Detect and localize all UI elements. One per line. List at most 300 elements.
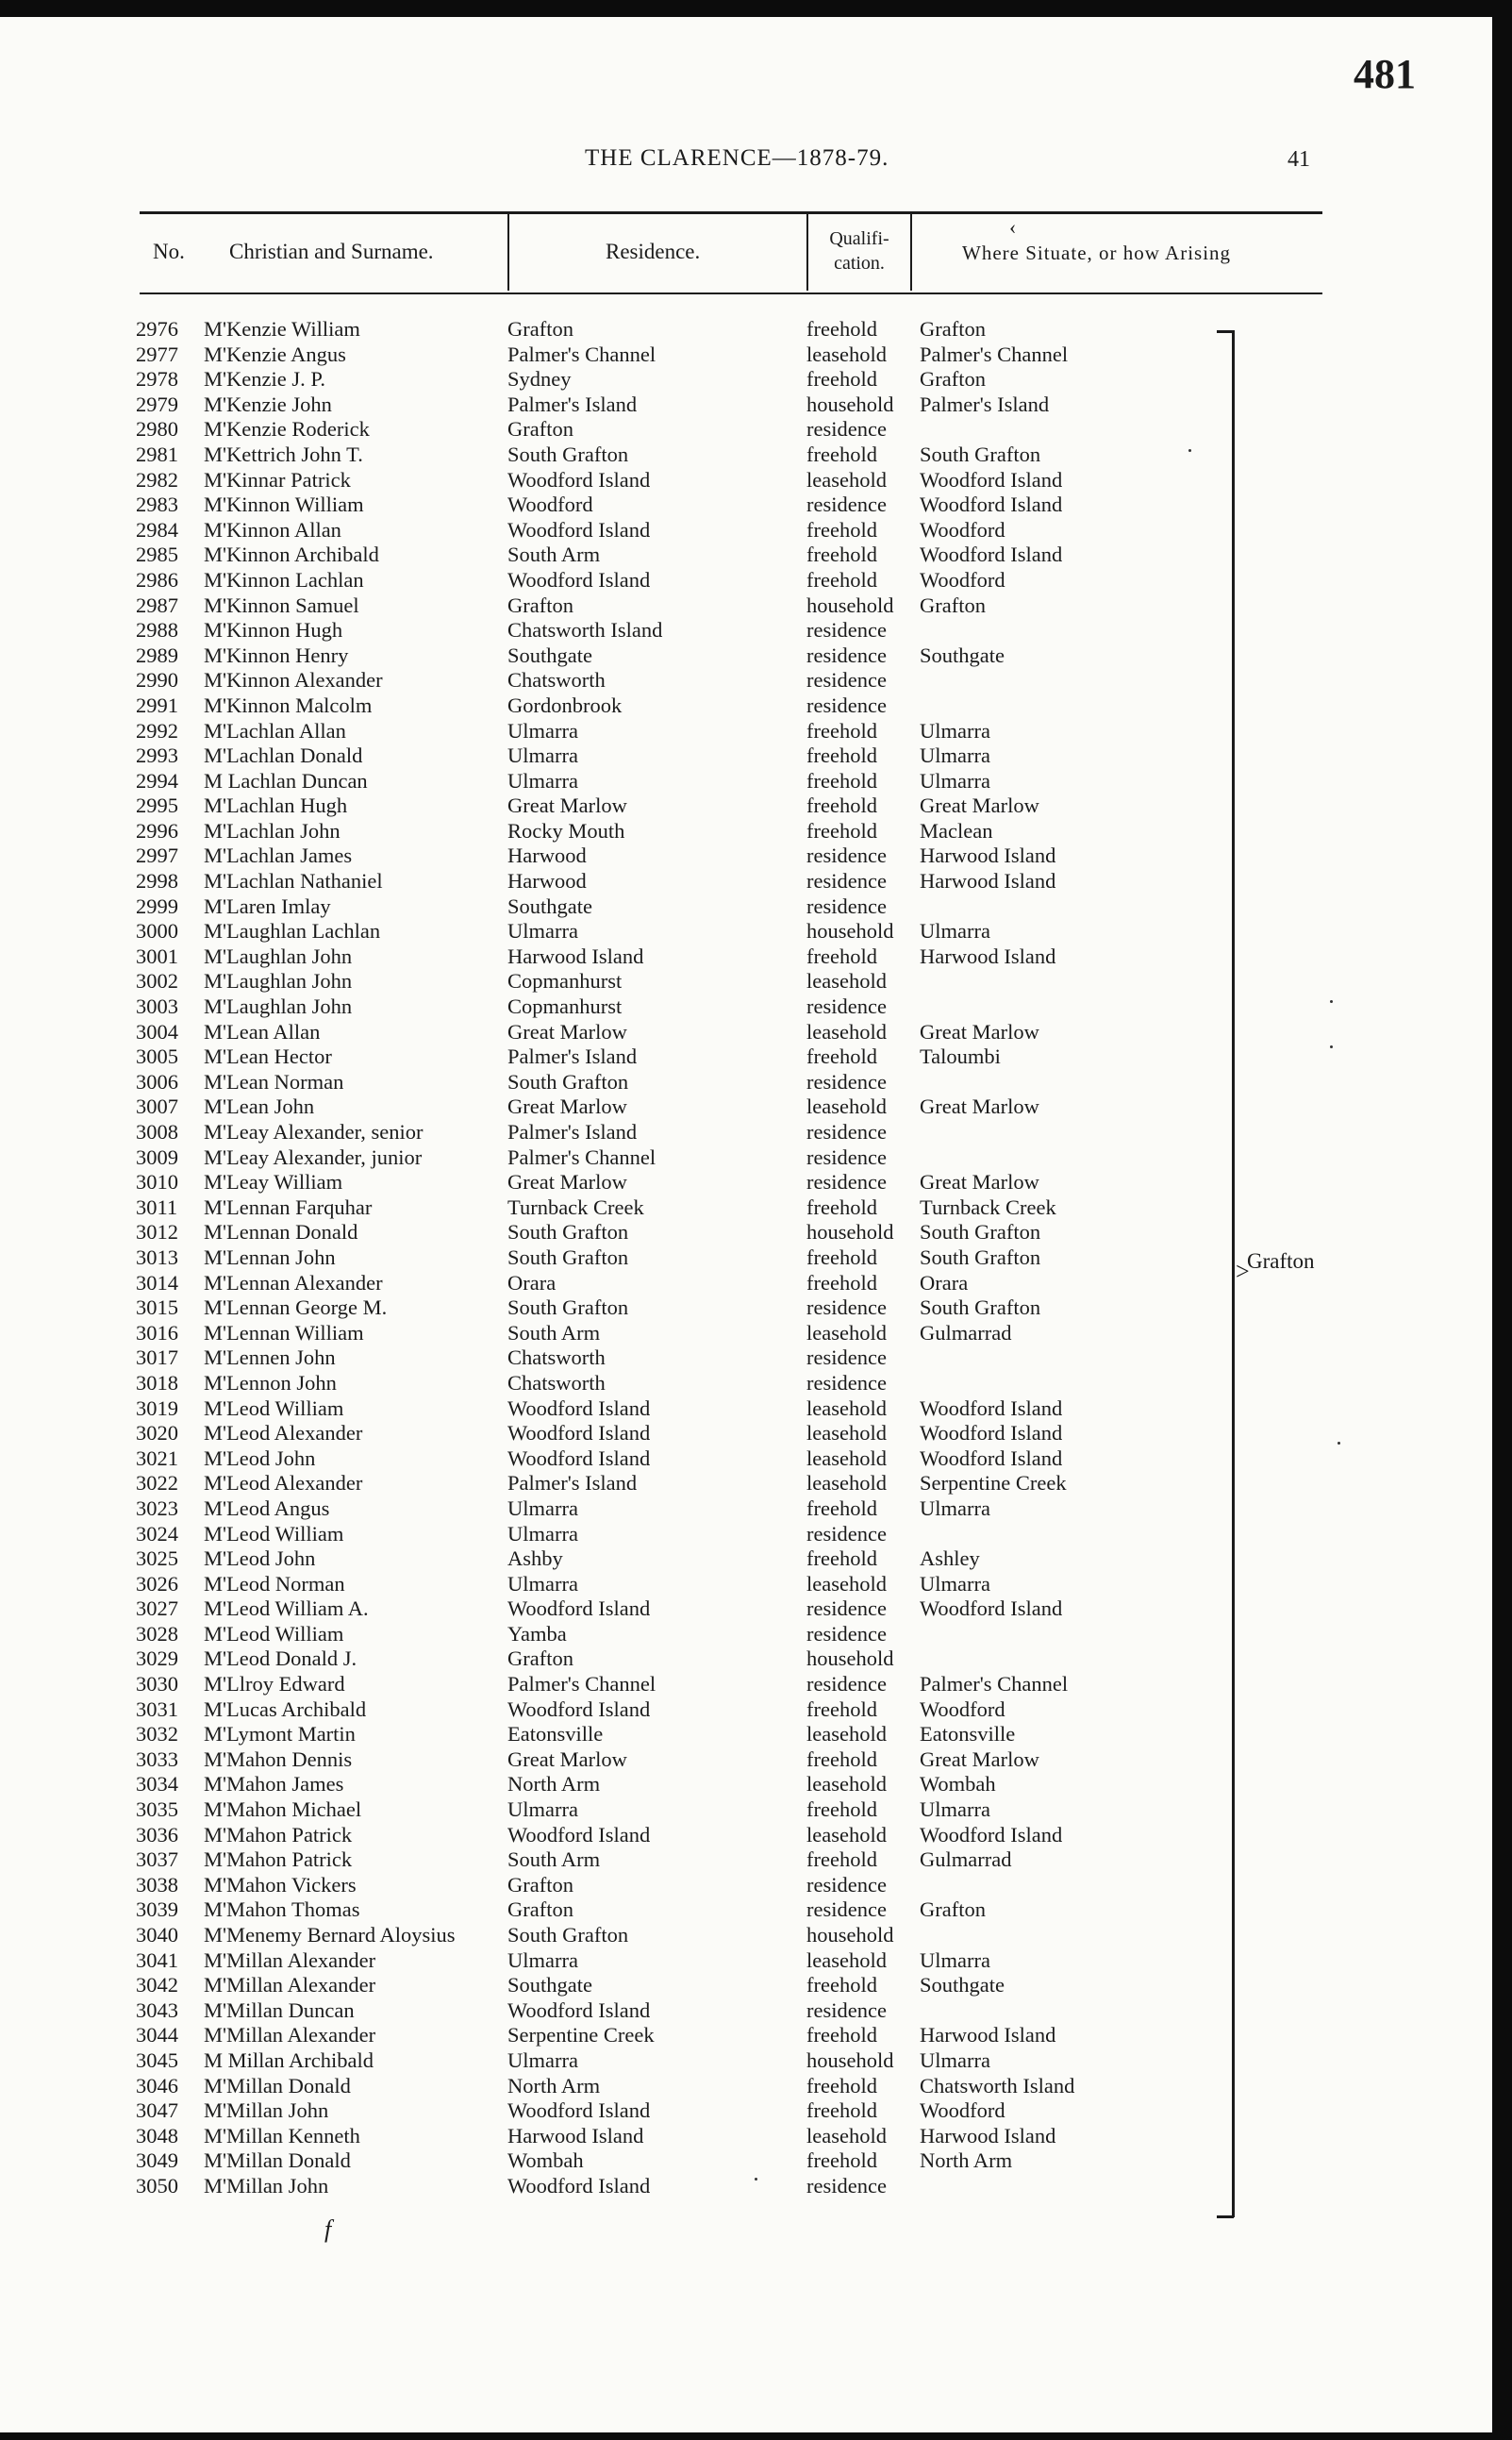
table-row: [0, 1145, 1492, 1171]
entry-number: 2989: [136, 643, 178, 667]
specks: [1188, 449, 1191, 452]
table-row: [0, 1295, 1492, 1321]
entry-qualification: residence: [806, 1295, 887, 1320]
entry-qualification: residence: [806, 1145, 887, 1169]
entry-residence: Palmer's Island: [507, 1471, 638, 1496]
entry-number: 3029: [136, 1646, 178, 1671]
signature-mark: f: [324, 2215, 332, 2243]
entry-number: 3041: [136, 1947, 178, 1972]
entry-qualification: leasehold: [806, 1722, 887, 1746]
page-number: 481: [1354, 51, 1416, 97]
entry-residence: Ulmarra: [507, 1797, 578, 1822]
entry-where-situate: Southgate: [920, 643, 1005, 667]
entry-number: 3010: [136, 1170, 178, 1195]
entry-number: 3013: [136, 1245, 178, 1269]
entry-residence: Yamba: [507, 1621, 567, 1646]
entry-residence: Woodford Island: [507, 467, 651, 492]
specks: [1338, 1442, 1340, 1445]
entry-where-situate: Woodford Island: [920, 493, 1063, 517]
table-row: [0, 1873, 1492, 1898]
entry-where-situate: Palmer's Island: [920, 392, 1050, 416]
entry-name: M'Kinnon Alexander: [204, 668, 383, 693]
entry-qualification: household: [806, 2047, 894, 2072]
entry-name: M'Leod William: [204, 1621, 344, 1646]
entry-qualification: freehold: [806, 794, 877, 818]
entry-residence: Great Marlow: [507, 1019, 627, 1044]
entry-qualification: residence: [806, 1370, 887, 1395]
entry-name: M'Leod Alexander: [204, 1421, 363, 1446]
table-row: [0, 719, 1492, 744]
entry-number: 2997: [136, 844, 178, 868]
entry-name: M Millan Archibald: [204, 2047, 374, 2072]
entry-number: 2983: [136, 493, 178, 517]
entry-residence: South Grafton: [507, 442, 629, 466]
entry-name: M'Lennan John: [204, 1245, 336, 1269]
entry-residence: Ulmarra: [507, 744, 578, 768]
entry-name: M'Mahon Vickers: [204, 1872, 357, 1897]
entry-residence: Southgate: [507, 894, 592, 918]
table-row: [0, 1020, 1492, 1045]
entry-name: M'Lennon John: [204, 1370, 337, 1395]
table-row: [0, 1672, 1492, 1697]
table-row: [0, 1170, 1492, 1195]
entry-where-situate: Grafton: [920, 367, 986, 392]
entry-name: M'Laughlan Lachlan: [204, 919, 381, 944]
table-row: [0, 1345, 1492, 1371]
entry-residence: Woodford Island: [507, 1822, 651, 1847]
entry-where-situate: Harwood Island: [920, 844, 1056, 868]
entry-number: 2978: [136, 367, 178, 392]
entry-where-situate: Taloumbi: [920, 1045, 1001, 1069]
entry-residence: Chatsworth: [507, 668, 606, 693]
entry-name: M'Millan Alexander: [204, 2023, 376, 2047]
entry-name: M Lachlan Duncan: [204, 768, 368, 793]
entry-qualification: residence: [806, 1897, 887, 1922]
entry-name: M'Kinnon Lachlan: [204, 567, 364, 592]
entry-number: 3008: [136, 1120, 178, 1144]
entry-residence: North Arm: [507, 1772, 601, 1797]
entry-qualification: leasehold: [806, 1772, 887, 1797]
entry-qualification: freehold: [806, 718, 877, 743]
entry-number: 3012: [136, 1220, 178, 1245]
entry-residence: South Arm: [507, 1847, 601, 1872]
table-row: [0, 343, 1492, 368]
entry-qualification: freehold: [806, 1973, 877, 1997]
table-row: [0, 1923, 1492, 1948]
entry-qualification: freehold: [806, 1746, 877, 1771]
entry-number: 3026: [136, 1571, 178, 1596]
brace-bottom-cap: [1217, 2215, 1234, 2218]
entry-qualification: residence: [806, 2173, 887, 2198]
entry-name: M'Lean Allan: [204, 1019, 321, 1044]
entry-residence: Southgate: [507, 643, 592, 667]
entry-qualification: residence: [806, 869, 887, 894]
entry-where-situate: Grafton: [920, 317, 986, 341]
table-row: [0, 844, 1492, 869]
table-row: [0, 1622, 1492, 1647]
entry-number: 2992: [136, 718, 178, 743]
entry-residence: Sydney: [507, 367, 572, 392]
table-row: [0, 1421, 1492, 1446]
entry-name: M'Kenzie Roderick: [204, 417, 370, 442]
entry-number: 3040: [136, 1923, 178, 1947]
entry-residence: Gordonbrook: [507, 693, 623, 717]
entry-qualification: residence: [806, 1170, 887, 1195]
entry-qualification: residence: [806, 493, 887, 517]
entry-qualification: freehold: [806, 944, 877, 968]
table-row: [0, 1220, 1492, 1245]
entry-residence: Ulmarra: [507, 768, 578, 793]
brace-label: Grafton: [1247, 1249, 1315, 1273]
entry-number: 3045: [136, 2047, 178, 2072]
entry-residence: Chatsworth Island: [507, 618, 663, 643]
table-row: [0, 994, 1492, 1020]
entry-number: 3038: [136, 1872, 178, 1897]
entry-name: M'Lachlan Allan: [204, 718, 346, 743]
entry-number: 3048: [136, 2123, 178, 2148]
entry-qualification: leasehold: [806, 1446, 887, 1470]
entry-name: M'Leod Alexander: [204, 1471, 363, 1496]
entry-residence: Grafton: [507, 1646, 573, 1671]
table-row: [0, 1446, 1492, 1472]
entry-residence: Orara: [507, 1270, 557, 1295]
entry-name: M'Millan Donald: [204, 2148, 351, 2173]
table-row: [0, 1120, 1492, 1145]
entry-residence: Woodford Island: [507, 1421, 651, 1446]
entry-qualification: freehold: [806, 1496, 877, 1520]
entry-name: M'Leod Angus: [204, 1496, 330, 1520]
entry-qualification: household: [806, 1220, 894, 1245]
entry-qualification: residence: [806, 894, 887, 918]
entry-qualification: freehold: [806, 2098, 877, 2123]
entry-residence: Southgate: [507, 1973, 592, 1997]
entry-name: M'Millan John: [204, 2173, 329, 2198]
entry-residence: South Grafton: [507, 1295, 629, 1320]
entry-number: 2977: [136, 342, 178, 366]
entry-where-situate: Woodford: [920, 2098, 1005, 2123]
table-row: [0, 618, 1492, 643]
entry-name: M'Mahon Thomas: [204, 1897, 360, 1922]
entry-name: M'Lachlan Hugh: [204, 794, 348, 818]
entry-name: M'Laughlan John: [204, 994, 353, 1019]
entry-number: 3047: [136, 2098, 178, 2123]
column-divider: [507, 211, 509, 291]
entry-residence: Ulmarra: [507, 919, 578, 944]
entry-qualification: freehold: [806, 2148, 877, 2173]
entry-where-situate: Woodford: [920, 567, 1005, 592]
entry-where-situate: Ulmarra: [920, 1571, 990, 1596]
entry-where-situate: Serpentine Creek: [920, 1471, 1067, 1496]
entry-name: M'Mahon James: [204, 1772, 344, 1797]
entry-number: 2996: [136, 818, 178, 843]
entry-qualification: residence: [806, 668, 887, 693]
entry-name: M'Leod Norman: [204, 1571, 345, 1596]
entry-residence: South Grafton: [507, 1069, 629, 1094]
specks: [1330, 1045, 1333, 1048]
entry-number: 3004: [136, 1019, 178, 1044]
entry-qualification: residence: [806, 618, 887, 643]
entry-name: M'Millan John: [204, 2098, 329, 2123]
entry-number: 2988: [136, 618, 178, 643]
entry-residence: Woodford Island: [507, 1596, 651, 1621]
entry-name: M'Lennan Farquhar: [204, 1195, 373, 1219]
specks: [755, 2178, 757, 2181]
table-row: [0, 367, 1492, 393]
table-row: [0, 317, 1492, 343]
entry-number: 3016: [136, 1320, 178, 1345]
entry-name: M'Mahon Michael: [204, 1797, 362, 1822]
header-bottom-rule: [140, 292, 1322, 294]
entry-qualification: residence: [806, 417, 887, 442]
table-row: [0, 1572, 1492, 1597]
header-qualification-line2: cation.: [834, 253, 885, 274]
table-row: [0, 1797, 1492, 1823]
entry-number: 2980: [136, 417, 178, 442]
entry-name: M'Leod John: [204, 1546, 316, 1571]
entry-qualification: residence: [806, 1521, 887, 1546]
entry-where-situate: Harwood Island: [920, 2023, 1056, 2047]
table-row: [0, 568, 1492, 593]
entry-number: 2979: [136, 392, 178, 416]
table-row: [0, 2098, 1492, 2124]
entry-number: 3036: [136, 1822, 178, 1847]
entry-number: 3007: [136, 1095, 178, 1119]
entry-residence: Great Marlow: [507, 1170, 627, 1195]
entry-number: 3044: [136, 2023, 178, 2047]
entry-qualification: leasehold: [806, 1019, 887, 1044]
entry-residence: Grafton: [507, 417, 573, 442]
entry-number: 2991: [136, 693, 178, 717]
entry-where-situate: Ulmarra: [920, 744, 990, 768]
entry-name: M'Laren Imlay: [204, 894, 331, 918]
table-row: [0, 1396, 1492, 1422]
entry-number: 3011: [136, 1195, 178, 1219]
entry-qualification: leasehold: [806, 1421, 887, 1446]
entry-name: M'Lennan William: [204, 1320, 364, 1345]
entry-residence: Eatonsville: [507, 1722, 604, 1746]
table-row: [0, 643, 1492, 669]
entry-where-situate: North Arm: [920, 2148, 1013, 2173]
entry-qualification: leasehold: [806, 2123, 887, 2148]
entry-qualification: household: [806, 1923, 894, 1947]
specks: [1330, 1000, 1333, 1003]
entry-number: 3037: [136, 1847, 178, 1872]
entry-residence: South Grafton: [507, 1220, 629, 1245]
entry-qualification: freehold: [806, 442, 877, 466]
entry-number: 3002: [136, 969, 178, 994]
table-row: [0, 1371, 1492, 1396]
entry-number: 2987: [136, 593, 178, 617]
entry-residence: Ulmarra: [507, 1947, 578, 1972]
entry-where-situate: Ulmarra: [920, 919, 990, 944]
entry-residence: Harwood: [507, 844, 587, 868]
entry-where-situate: Woodford: [920, 1696, 1005, 1721]
entry-where-situate: Gulmarrad: [920, 1320, 1012, 1345]
entry-qualification: household: [806, 1646, 894, 1671]
entry-residence: Grafton: [507, 1897, 573, 1922]
entry-qualification: freehold: [806, 2073, 877, 2097]
entry-number: 3018: [136, 1370, 178, 1395]
entry-number: 3001: [136, 944, 178, 968]
entry-number: 3021: [136, 1446, 178, 1470]
entry-qualification: leasehold: [806, 342, 887, 366]
entry-where-situate: South Grafton: [920, 1245, 1041, 1269]
table-row: [0, 2023, 1492, 2048]
entry-residence: Woodford Island: [507, 1997, 651, 2022]
entry-name: M'Leod William: [204, 1521, 344, 1546]
folio-number: 41: [1288, 147, 1310, 172]
entry-qualification: leasehold: [806, 1947, 887, 1972]
header-qualification: [809, 226, 909, 276]
entry-name: M'Lachlan Nathaniel: [204, 869, 383, 894]
entry-name: M'Laughlan John: [204, 944, 353, 968]
entry-name: M'Millan Kenneth: [204, 2123, 360, 2148]
entry-name: M'Leay Alexander, junior: [204, 1145, 423, 1169]
entry-where-situate: South Grafton: [920, 1220, 1041, 1245]
table-row: [0, 869, 1492, 894]
table-row: [0, 1271, 1492, 1296]
entry-number: 2994: [136, 768, 178, 793]
entry-where-situate: Great Marlow: [920, 1095, 1039, 1119]
entry-name: M'Laughlan John: [204, 969, 353, 994]
entry-number: 3009: [136, 1145, 178, 1169]
entry-where-situate: Harwood Island: [920, 2123, 1056, 2148]
entry-number: 3042: [136, 1973, 178, 1997]
entry-qualification: freehold: [806, 543, 877, 567]
entry-residence: Chatsworth: [507, 1345, 606, 1370]
entry-residence: Palmer's Channel: [507, 342, 656, 366]
entry-residence: South Grafton: [507, 1923, 629, 1947]
entry-where-situate: Harwood Island: [920, 944, 1056, 968]
entry-qualification: leasehold: [806, 1822, 887, 1847]
header-where: Where Situate, or how Arising: [962, 242, 1232, 264]
entry-name: M'Millan Donald: [204, 2073, 351, 2097]
entry-number: 3034: [136, 1772, 178, 1797]
entry-qualification: residence: [806, 1872, 887, 1897]
table-row: [0, 1697, 1492, 1723]
entry-qualification: leasehold: [806, 1395, 887, 1420]
entry-where-situate: Ulmarra: [920, 768, 990, 793]
header-name: Christian and Surname.: [229, 240, 434, 263]
entry-residence: Ulmarra: [507, 1496, 578, 1520]
table-row: [0, 1973, 1492, 1998]
entry-residence: Harwood: [507, 869, 587, 894]
entry-residence: Woodford: [507, 493, 593, 517]
entry-where-situate: Grafton: [920, 1897, 986, 1922]
entry-number: 3015: [136, 1295, 178, 1320]
entry-qualification: freehold: [806, 1270, 877, 1295]
table-row: [0, 819, 1492, 844]
register-page: [0, 17, 1492, 2432]
entry-qualification: leasehold: [806, 1471, 887, 1496]
entry-where-situate: Gulmarrad: [920, 1847, 1012, 1872]
entry-qualification: leasehold: [806, 1320, 887, 1345]
table-row: [0, 593, 1492, 619]
entry-name: M'Kinnon Malcolm: [204, 693, 373, 717]
entry-qualification: freehold: [806, 1797, 877, 1822]
entry-qualification: freehold: [806, 1546, 877, 1571]
entry-number: 3025: [136, 1546, 178, 1571]
entry-qualification: residence: [806, 844, 887, 868]
entry-name: M'Kenzie William: [204, 317, 360, 341]
table-row: [0, 969, 1492, 994]
entry-number: 2982: [136, 467, 178, 492]
entry-where-situate: Great Marlow: [920, 1170, 1039, 1195]
table-row: [0, 2124, 1492, 2149]
table-row: [0, 2174, 1492, 2199]
table-row: [0, 1546, 1492, 1572]
entry-name: M'Mahon Patrick: [204, 1847, 353, 1872]
entry-name: M'Kettrich John T.: [204, 442, 363, 466]
entry-number: 3024: [136, 1521, 178, 1546]
entry-qualification: household: [806, 919, 894, 944]
entry-number: 2999: [136, 894, 178, 918]
entry-name: M'Mahon Dennis: [204, 1746, 353, 1771]
table-row: [0, 543, 1492, 568]
entry-number: 3005: [136, 1045, 178, 1069]
entry-qualification: residence: [806, 1997, 887, 2022]
entry-name: M'Millan Alexander: [204, 1973, 376, 1997]
entry-residence: Woodford Island: [507, 567, 651, 592]
entry-name: M'Llroy Edward: [204, 1672, 345, 1696]
entry-residence: Palmer's Island: [507, 1045, 638, 1069]
column-divider: [910, 211, 912, 291]
entry-name: M'Leod Donald J.: [204, 1646, 357, 1671]
table-row: [0, 1823, 1492, 1848]
entry-residence: North Arm: [507, 2073, 601, 2097]
entry-number: 3046: [136, 2073, 178, 2097]
header-qualification-line1: Qualifi-: [829, 228, 889, 249]
entry-number: 3030: [136, 1672, 178, 1696]
entry-qualification: leasehold: [806, 969, 887, 994]
entry-number: 3017: [136, 1345, 178, 1370]
table-row: [0, 1747, 1492, 1773]
entry-qualification: residence: [806, 693, 887, 717]
entry-where-situate: Woodford Island: [920, 1596, 1063, 1621]
entry-residence: Grafton: [507, 317, 573, 341]
entry-qualification: residence: [806, 994, 887, 1019]
entry-where-situate: Ulmarra: [920, 1496, 990, 1520]
entry-qualification: residence: [806, 1069, 887, 1094]
entry-name: M'Lennen John: [204, 1345, 336, 1370]
entry-number: 2981: [136, 442, 178, 466]
entry-residence: Grafton: [507, 1872, 573, 1897]
table-row: [0, 1847, 1492, 1873]
table-row: [0, 1321, 1492, 1346]
table-row: [0, 919, 1492, 944]
entry-number: 3003: [136, 994, 178, 1019]
brace-point: >: [1236, 1258, 1250, 1285]
entry-qualification: freehold: [806, 2023, 877, 2047]
table-row: [0, 894, 1492, 920]
entry-residence: Copmanhurst: [507, 969, 623, 994]
entry-number: 2984: [136, 517, 178, 542]
entry-residence: South Arm: [507, 1320, 601, 1345]
entry-name: M'Lachlan Donald: [204, 744, 363, 768]
table-row: [0, 694, 1492, 719]
entry-name: M'Lean Hector: [204, 1045, 332, 1069]
entry-qualification: residence: [806, 1672, 887, 1696]
entry-name: M'Kinnon Hugh: [204, 618, 343, 643]
entry-residence: Woodford Island: [507, 1395, 651, 1420]
table-row: [0, 794, 1492, 819]
entry-where-situate: Woodford Island: [920, 543, 1063, 567]
entry-name: M'Kinnon Samuel: [204, 593, 359, 617]
entry-qualification: residence: [806, 643, 887, 667]
entry-residence: Turnback Creek: [507, 1195, 644, 1219]
table-row: [0, 1471, 1492, 1496]
entry-qualification: freehold: [806, 317, 877, 341]
